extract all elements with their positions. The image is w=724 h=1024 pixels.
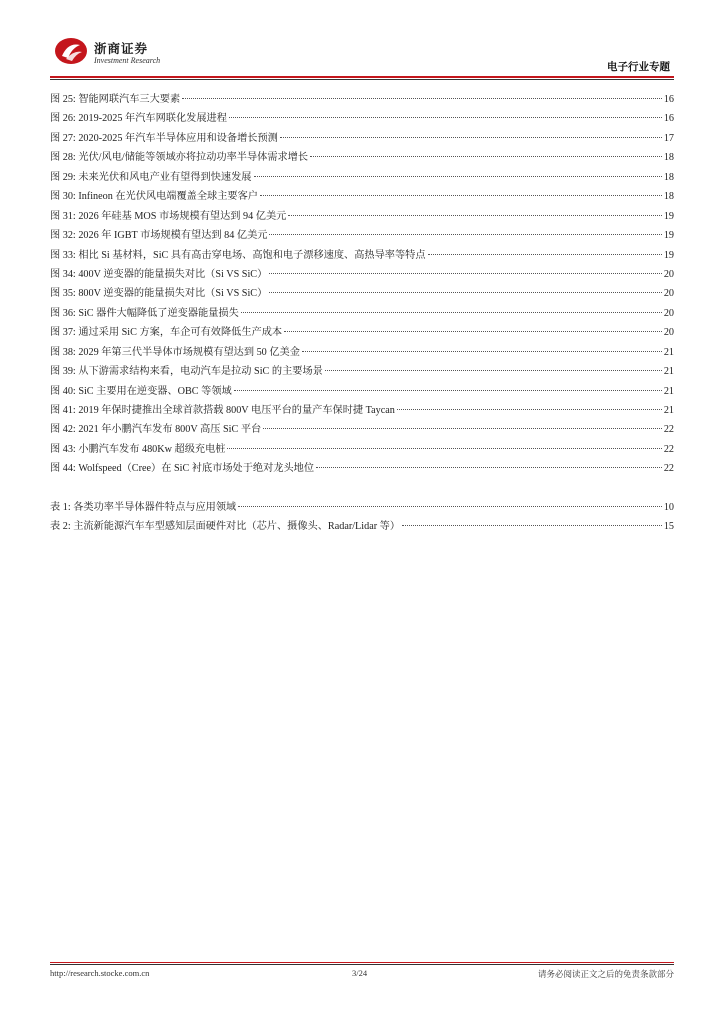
entry-leader xyxy=(302,351,662,352)
entry-label: 表 2: xyxy=(50,521,71,533)
logo-text-cn: 浙商证券 xyxy=(94,41,149,56)
entry-leader xyxy=(241,312,662,313)
figure-entry[interactable] xyxy=(50,187,674,206)
entry-title: 2019 年保时捷推出全球首款搭载 800V 电压平台的量产车保时捷 Taycan xyxy=(78,405,395,416)
entry-page: 16 xyxy=(663,94,674,105)
entry-title: 相比 Si 基材料，SiC 具有高击穿电场、高饱和电子漂移速度、高热导率等特点 xyxy=(78,249,426,261)
footer-disclaimer: 请务必阅读正文之后的免责条款部分 xyxy=(537,970,674,980)
entry-page: 21 xyxy=(663,366,674,378)
entry-leader xyxy=(182,98,662,99)
entry-label: 图 29: xyxy=(50,171,76,183)
figure-entry[interactable] xyxy=(50,459,674,478)
figure-entry[interactable] xyxy=(50,129,674,148)
entry-label: 图 43: xyxy=(50,443,76,455)
entry-label: 图 27: xyxy=(50,132,76,144)
entry-title: 2019-2025 年汽车网联化发展进程 xyxy=(78,113,227,125)
header-rule-dark xyxy=(50,79,674,80)
entry-page: 10 xyxy=(663,502,674,513)
entry-title: Infineon 在光伏风电端覆盖全球主要客户 xyxy=(78,191,258,203)
figure-entry[interactable] xyxy=(50,226,674,245)
header-rule-red xyxy=(50,76,674,78)
entry-label: 图 44: xyxy=(50,463,76,475)
entry-title: 各类功率半导体器件特点与应用领域 xyxy=(73,502,237,513)
figure-entry[interactable] xyxy=(50,207,674,226)
entry-title: 主流新能源汽车车型感知层面硬件对比（芯片、摄像头、Radar/Lidar 等） xyxy=(73,521,401,533)
entry-label: 图 39: xyxy=(50,366,76,378)
entry-leader xyxy=(260,195,662,196)
entry-page: 20 xyxy=(663,288,674,300)
entry-page: 20 xyxy=(663,327,674,339)
entry-label: 图 42: xyxy=(50,424,76,436)
figure-entry[interactable] xyxy=(50,401,674,420)
entry-label: 表 1: xyxy=(50,502,71,513)
figure-entry[interactable] xyxy=(50,323,674,342)
entry-page: 21 xyxy=(663,405,674,416)
entry-title: 光伏/风电/储能等领域亦将拉动功率半导体需求增长 xyxy=(78,152,309,164)
entry-page: 16 xyxy=(663,113,674,125)
footer-page-number: 3/24 xyxy=(352,968,368,978)
entry-title: 通过采用 SiC 方案，车企可有效降低生产成本 xyxy=(78,327,283,339)
table-entry[interactable] xyxy=(50,517,674,536)
figure-entry[interactable] xyxy=(50,304,674,323)
entry-page: 20 xyxy=(663,307,674,319)
entry-page: 19 xyxy=(663,230,674,242)
entry-page: 19 xyxy=(663,249,674,261)
figure-entry[interactable] xyxy=(50,343,674,362)
entry-title: 2026 年硅基 MOS 市场规模有望达到 94 亿美元 xyxy=(78,210,287,222)
entry-title: 从下游需求结构来看，电动汽车是拉动 SiC 的主要场景 xyxy=(78,366,323,378)
entry-label: 图 32: xyxy=(50,230,76,242)
footer-rule-dark xyxy=(50,964,674,965)
figure-entry[interactable] xyxy=(50,382,674,401)
entry-label: 图 35: xyxy=(50,288,76,300)
figure-entry[interactable] xyxy=(50,420,674,439)
section-title: 电子行业专题 xyxy=(607,61,670,73)
figure-list xyxy=(50,90,674,479)
entry-label: 图 28: xyxy=(50,152,76,164)
footer-url[interactable]: http://research.stocke.com.cn xyxy=(50,968,150,978)
entry-label: 图 33: xyxy=(50,249,76,261)
entry-title: SiC 器件大幅降低了逆变器能量损失 xyxy=(78,307,239,319)
entry-leader xyxy=(269,273,662,274)
entry-label: 图 37: xyxy=(50,327,76,339)
figure-entry[interactable] xyxy=(50,90,674,109)
entry-label: 图 38: xyxy=(50,346,76,358)
entry-leader xyxy=(316,467,662,468)
entry-leader xyxy=(397,409,662,410)
entry-title: 800V 逆变器的能量损失对比（Si VS SiC） xyxy=(78,288,268,300)
entry-page: 20 xyxy=(663,268,674,280)
page-header xyxy=(50,32,674,76)
entry-leader xyxy=(234,390,662,391)
entry-label: 图 34: xyxy=(50,268,76,280)
entry-title: 未来光伏和风电产业有望得到快速发展 xyxy=(78,171,252,183)
entry-leader xyxy=(325,370,662,371)
entry-title: 400V 逆变器的能量损失对比（Si VS SiC） xyxy=(78,268,268,280)
footer-rule-red xyxy=(50,962,674,963)
figure-entry[interactable] xyxy=(50,246,674,265)
entry-leader xyxy=(227,448,661,449)
entry-label: 图 36: xyxy=(50,307,76,319)
entry-title: 小鹏汽车发布 480Kw 超级充电桩 xyxy=(78,443,226,455)
entry-page: 19 xyxy=(663,210,674,222)
figure-entry[interactable] xyxy=(50,362,674,381)
entry-leader xyxy=(402,525,662,526)
table-entry[interactable] xyxy=(50,498,674,517)
entry-leader xyxy=(229,117,662,118)
entry-title: 智能网联汽车三大要素 xyxy=(78,94,181,105)
entry-title: SiC 主要用在逆变器、OBC 等领域 xyxy=(78,385,232,397)
entry-page: 22 xyxy=(663,443,674,455)
entry-label: 图 40: xyxy=(50,385,76,397)
entry-label: 图 25: xyxy=(50,94,76,105)
entry-leader xyxy=(310,156,662,157)
entry-page: 22 xyxy=(663,463,674,475)
entry-leader xyxy=(238,506,662,507)
figure-entry[interactable] xyxy=(50,265,674,284)
entry-label: 图 41: xyxy=(50,405,76,416)
entry-leader xyxy=(269,234,661,235)
entry-page: 22 xyxy=(663,424,674,436)
figure-entry[interactable] xyxy=(50,109,674,128)
entry-title: Wolfspeed（Cree）在 SiC 衬底市场处于绝对龙头地位 xyxy=(78,463,315,475)
entry-page: 21 xyxy=(663,346,674,358)
entry-page: 17 xyxy=(663,132,674,144)
entry-leader xyxy=(263,428,662,429)
entry-label: 图 31: xyxy=(50,210,76,222)
entry-title: 2026 年 IGBT 市场规模有望达到 84 亿美元 xyxy=(78,230,268,242)
entry-leader xyxy=(280,137,662,138)
entry-page: 15 xyxy=(663,521,674,533)
entry-page: 18 xyxy=(663,152,674,164)
entry-leader xyxy=(288,215,661,216)
figure-entry[interactable] xyxy=(50,168,674,187)
entry-leader xyxy=(269,292,662,293)
entry-page: 18 xyxy=(663,171,674,183)
logo-icon xyxy=(54,36,88,66)
entry-leader xyxy=(254,176,662,177)
entry-label: 图 30: xyxy=(50,191,76,203)
entry-title: 2021 年小鹏汽车发布 800V 高压 SiC 平台 xyxy=(78,424,262,436)
figure-entry[interactable] xyxy=(50,440,674,459)
logo-text-en: Investment Research xyxy=(94,56,161,65)
figure-entry[interactable] xyxy=(50,284,674,303)
entry-leader xyxy=(428,254,662,255)
entry-label: 图 26: xyxy=(50,113,76,125)
entry-page: 18 xyxy=(663,191,674,203)
table-list xyxy=(50,498,674,537)
figure-entry[interactable] xyxy=(50,148,674,167)
entry-page: 21 xyxy=(663,385,674,397)
entry-title: 2020-2025 年汽车半导体应用和设备增长预测 xyxy=(78,132,278,144)
entry-leader xyxy=(284,331,662,332)
entry-title: 2029 年第三代半导体市场规模有望达到 50 亿美金 xyxy=(78,346,300,358)
